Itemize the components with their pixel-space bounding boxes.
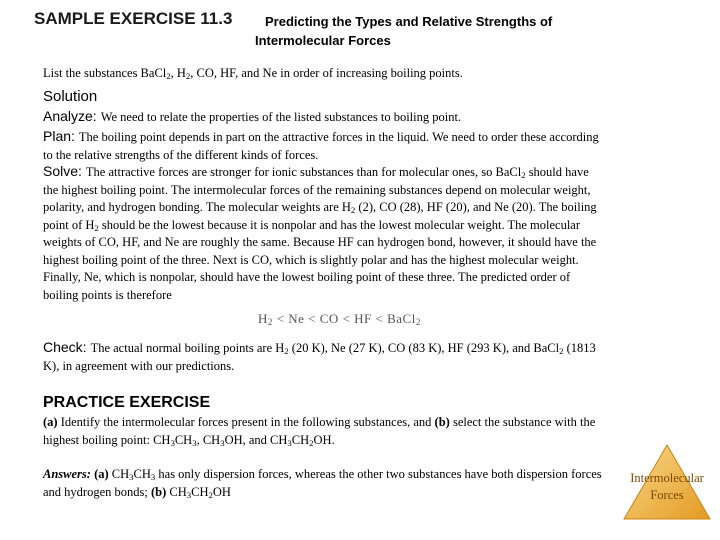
exercise-title: SAMPLE EXERCISE 11.3 bbox=[34, 9, 233, 28]
check-line1: The actual normal boiling points are $H_2$ (20 K), Ne (27 K), CO (83 K), HF (293 K), and BaCl$_2$ (1813 bbox=[90, 341, 596, 356]
exercise-subtitle-line2: Intermolecular Forces bbox=[255, 33, 391, 48]
practice-answers-line1: Answers: (a) $CH_3CH_3$ has only dispersion forces, whereas the other two substances have both dispersion forces bbox=[43, 467, 602, 482]
practice-answers-line2: and hydrogen bonds; (b) $CH_3CH_2OH$ bbox=[43, 484, 231, 500]
solve-line8: boiling points is therefore bbox=[43, 287, 172, 302]
practice-question-line2: highest boiling point: $CH_3CH_3$, $CH_3OH$, and $CH_3CH_2OH$. bbox=[43, 432, 335, 448]
solve-paragraph bbox=[43, 163, 715, 304]
analyze-label: Analyze: bbox=[43, 108, 97, 124]
plan-paragraph bbox=[43, 128, 713, 164]
badge-line2: Forces bbox=[650, 488, 684, 502]
intermolecular-forces-link[interactable] bbox=[620, 470, 714, 504]
check-label: Check: bbox=[43, 339, 87, 355]
solve-line1: The attractive forces are stronger for ionic substances than for molecular ones, so BaCl$_2$ should have bbox=[85, 165, 589, 180]
solution-heading: Solution bbox=[43, 88, 98, 105]
problem-statement: List the substances BaCl$_2$, $H_2$, CO, HF, and Ne in order of increasing boiling points. bbox=[43, 66, 463, 81]
analyze-text: We need to relate the properties of the listed substances to boiling point. bbox=[100, 110, 462, 124]
solve-line6: highest boiling point of the three. Next is CO, which is slightly polar and has the highest molecular weight. bbox=[43, 252, 579, 267]
solve-label: Solve: bbox=[43, 163, 82, 179]
exercise-subtitle-line1: Predicting the Types and Relative Strengths of bbox=[265, 14, 553, 29]
plan-label: Plan: bbox=[43, 128, 75, 144]
plan-text-line1: The boiling point depends in part on the attractive forces in the liquid. We need to order these according bbox=[78, 130, 599, 144]
practice-exercise-heading: PRACTICE EXERCISE bbox=[43, 394, 211, 411]
practice-answers bbox=[43, 466, 715, 501]
plan-text-line2: to the relative strengths of the different kinds of forces. bbox=[43, 147, 319, 162]
practice-question bbox=[43, 414, 715, 449]
solve-line4: point of $H_2$ should be the lowest because it is nonpolar and has the lowest molecular weight. The molecular bbox=[43, 217, 581, 233]
solve-line5: weights of CO, HF, and Ne are roughly the same. Because HF can hydrogen bond, however, it should have the bbox=[43, 235, 597, 249]
analyze-paragraph bbox=[43, 108, 461, 127]
check-paragraph bbox=[43, 339, 715, 375]
solve-line3: polarity, and hydrogen bonding. The molecular weights are $H_2$ (2), CO (28), HF (20), and Ne (20). The boiling bbox=[43, 200, 597, 215]
practice-question-line1: (a) Identify the intermolecular forces present in the following substances, and (b) select the substance with the bbox=[43, 415, 596, 429]
badge-line1: Intermolecular bbox=[630, 471, 704, 485]
solve-line7: Finally, Ne, which is nonpolar, should have the lowest boiling point of these three. The predicted order of bbox=[43, 270, 571, 284]
check-line2: K), in agreement with our predictions. bbox=[43, 358, 235, 373]
boiling-point-order-equation: $H_2 < Ne$ < CO < HF < BaCl$_2$ bbox=[258, 311, 421, 327]
solve-line2: the highest boiling point. The intermolecular forces of the remaining substances depend on molecular weight, bbox=[43, 182, 591, 197]
